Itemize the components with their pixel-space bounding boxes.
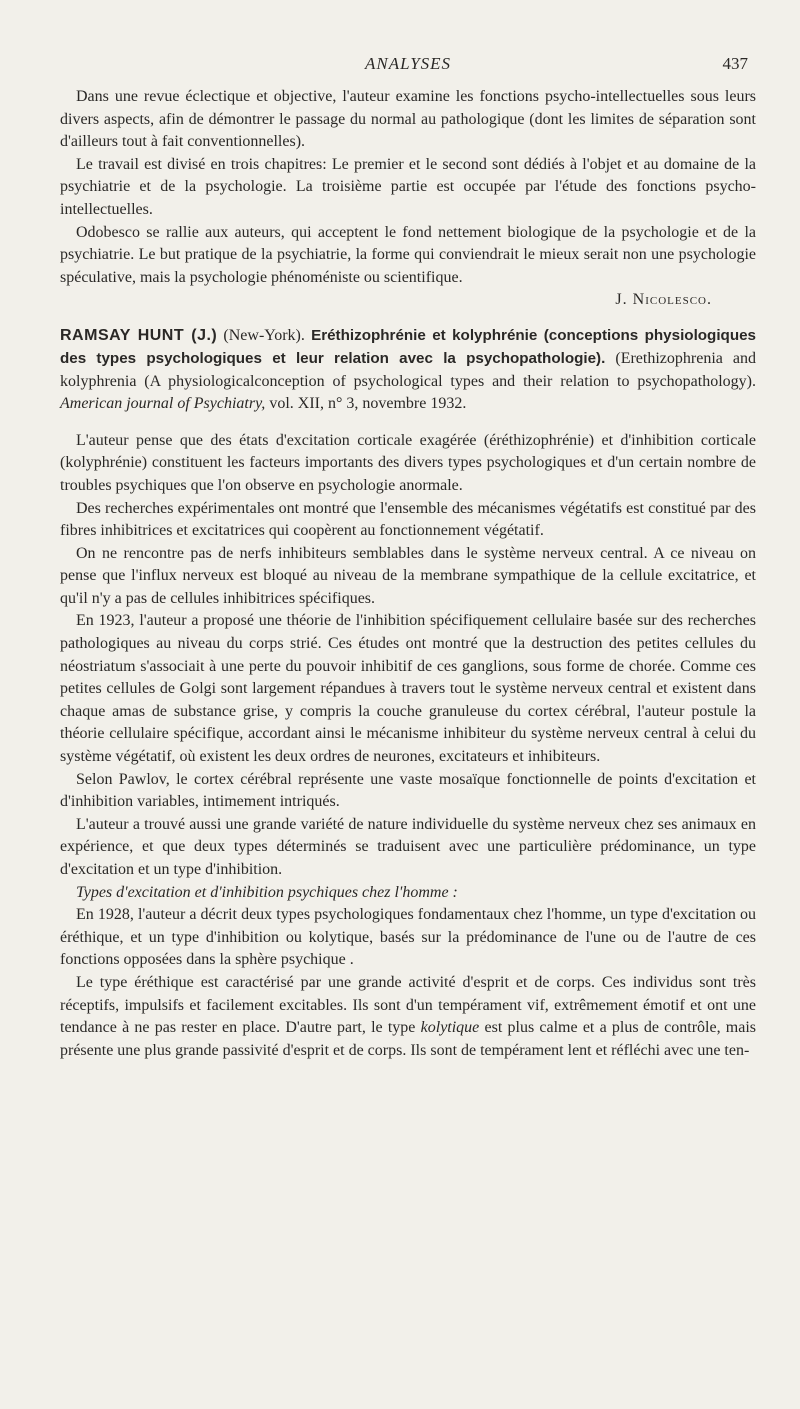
paragraph-last (60, 972, 756, 1062)
page-number: 437 (722, 54, 748, 73)
paragraph: L'auteur a trouvé aussi une grande variété de nature individuelle du système nerveux chez ses animaux en expérience, et que deux types déterminés se traduisent avec une particulière prédominance, un type d'excitation et un type d'inhibition. (60, 815, 756, 878)
text-run: Le type éréthique est caractérisé par une grande activité d'esprit et de corps. Ces individus sont très réceptifs, impulsifs et facilement excitables. Ils sont d'un tempérament vif, extrêmement émotif et ont une tendance à ne pas rester en place. D'autre part, le type (60, 973, 756, 1037)
text-run: est plus calme et a plus de contrôle, mais présente une plus grande passivité d'esprit et de corps. Ils sont de tempérament lent et réfléchi avec une ten- (60, 1019, 757, 1059)
paragraph: Le travail est divisé en trois chapitres: Le premier et le second sont dédiés à l'objet et au domaine de la psychiatrie et de la psychologie. La troisième partie est occupée par l'étude des fonctions psycho-intellectuelles. (60, 155, 756, 218)
paragraph: En 1923, l'auteur a proposé une théorie de l'inhibition spécifiquement cellulaire basée sur des recherches pathologiques au niveau du corps strié. Ces études ont montré que la destruction des petites cellules du néostriatum s'associait à une perte du pouvoir inhibitif de ces ganglions, sous forme de chorée. Comme ces petites cellules de Golgi sont largement répandues à travers tout le système nerveux central et existent dans chaque amas de substance grise, y compris la couche granuleuse du cortex cérébral, l'auteur postule la théorie cellulaire spécifique, accordant ainsi le mécanisme inhibiteur du système nerveux central à celui du système végétatif, où existent les deux ordres de neurones, excitateurs et inhibiteurs. (60, 612, 756, 766)
review-heading (60, 325, 756, 415)
review-author: RAMSAY HUNT (J.) (60, 327, 218, 345)
reviewer-signature (60, 289, 712, 311)
running-title: ANALYSES (364, 54, 452, 73)
signature-initial: J. (615, 291, 628, 309)
review-place: (New-York). (223, 327, 305, 345)
paragraph: On ne rencontre pas de nerfs inhibiteurs semblables dans le système nerveux central. A ce niveau on pense que l'influx nerveux est bloqué au niveau de la membrane sympathique de la cellule excitatrice, et qu'il n'y a pas de cellules inhibitrices spécifiques. (60, 544, 756, 607)
review-body (60, 430, 756, 1063)
previous-review-body (60, 86, 756, 289)
review-title-en: (Erethizophrenia and kolyphrenia (A physiologicalconception of psychological types and their relation to psychopathology). (60, 349, 756, 390)
journal-citation: vol. XII, n° 3, novembre 1932. (269, 395, 467, 413)
paragraph: En 1928, l'auteur a décrit deux types psychologiques fondamentaux chez l'homme, un type d'excitation ou éréthique, et un type d'inhibition ou kolytique, basés sur la prédominance de l'une ou de l'autre de ces fonctions opposées dans la sphère psychique . (60, 906, 756, 969)
paragraph: Odobesco se rallie aux auteurs, qui acceptent le fond nettement biologique de la psychologie et de la psychiatrie. Le but pratique de la psychiatrie, la forme qui conviendrait le mieux serait non une psychologie spéculative, mais la psychologie phénoméniste ou scientifique. (60, 223, 756, 286)
running-head (60, 52, 756, 78)
journal-name: American journal of Psychiatry, (60, 395, 266, 413)
italic-term: kolytique (420, 1019, 480, 1037)
paragraph: Selon Pawlov, le cortex cérébral représente une vaste mosaïque fonctionnelle de points d'excitation et d'inhibition variables, intimement intriqués. (60, 770, 756, 811)
paragraph: Des recherches expérimentales ont montré que l'ensemble des mécanismes végétatifs est constitué par des fibres inhibitrices et excitatrices qui coopèrent au fonctionnement végétatif. (60, 499, 756, 540)
signature-name: Nicolesco. (632, 291, 712, 309)
review-title-fr: Eréthizophrénie et kolyphrénie (conceptions physiologiques des types psychologiques et leur relation avec la psychopathologie). (60, 327, 757, 367)
paragraph: Dans une revue éclectique et objective, l'auteur examine les fonctions psycho-intellectuelles sous leurs divers aspects, afin de démontrer le passage du normal au pathologique (dont les limites de séparation sont d'ailleurs tout à fait conventionnelles). (60, 88, 756, 151)
paragraph: L'auteur pense que des états d'excitation corticale exagérée (éréthizophrénie) et d'inhibition corticale (kolyphrénie) constituent les facteurs importants des divers types psychologiques et d'un certain nombre de troubles psychiques que l'on observe en psychologie anormale. (60, 431, 756, 494)
section-subheading: Types d'excitation et d'inhibition psychiques chez l'homme : (76, 883, 458, 901)
